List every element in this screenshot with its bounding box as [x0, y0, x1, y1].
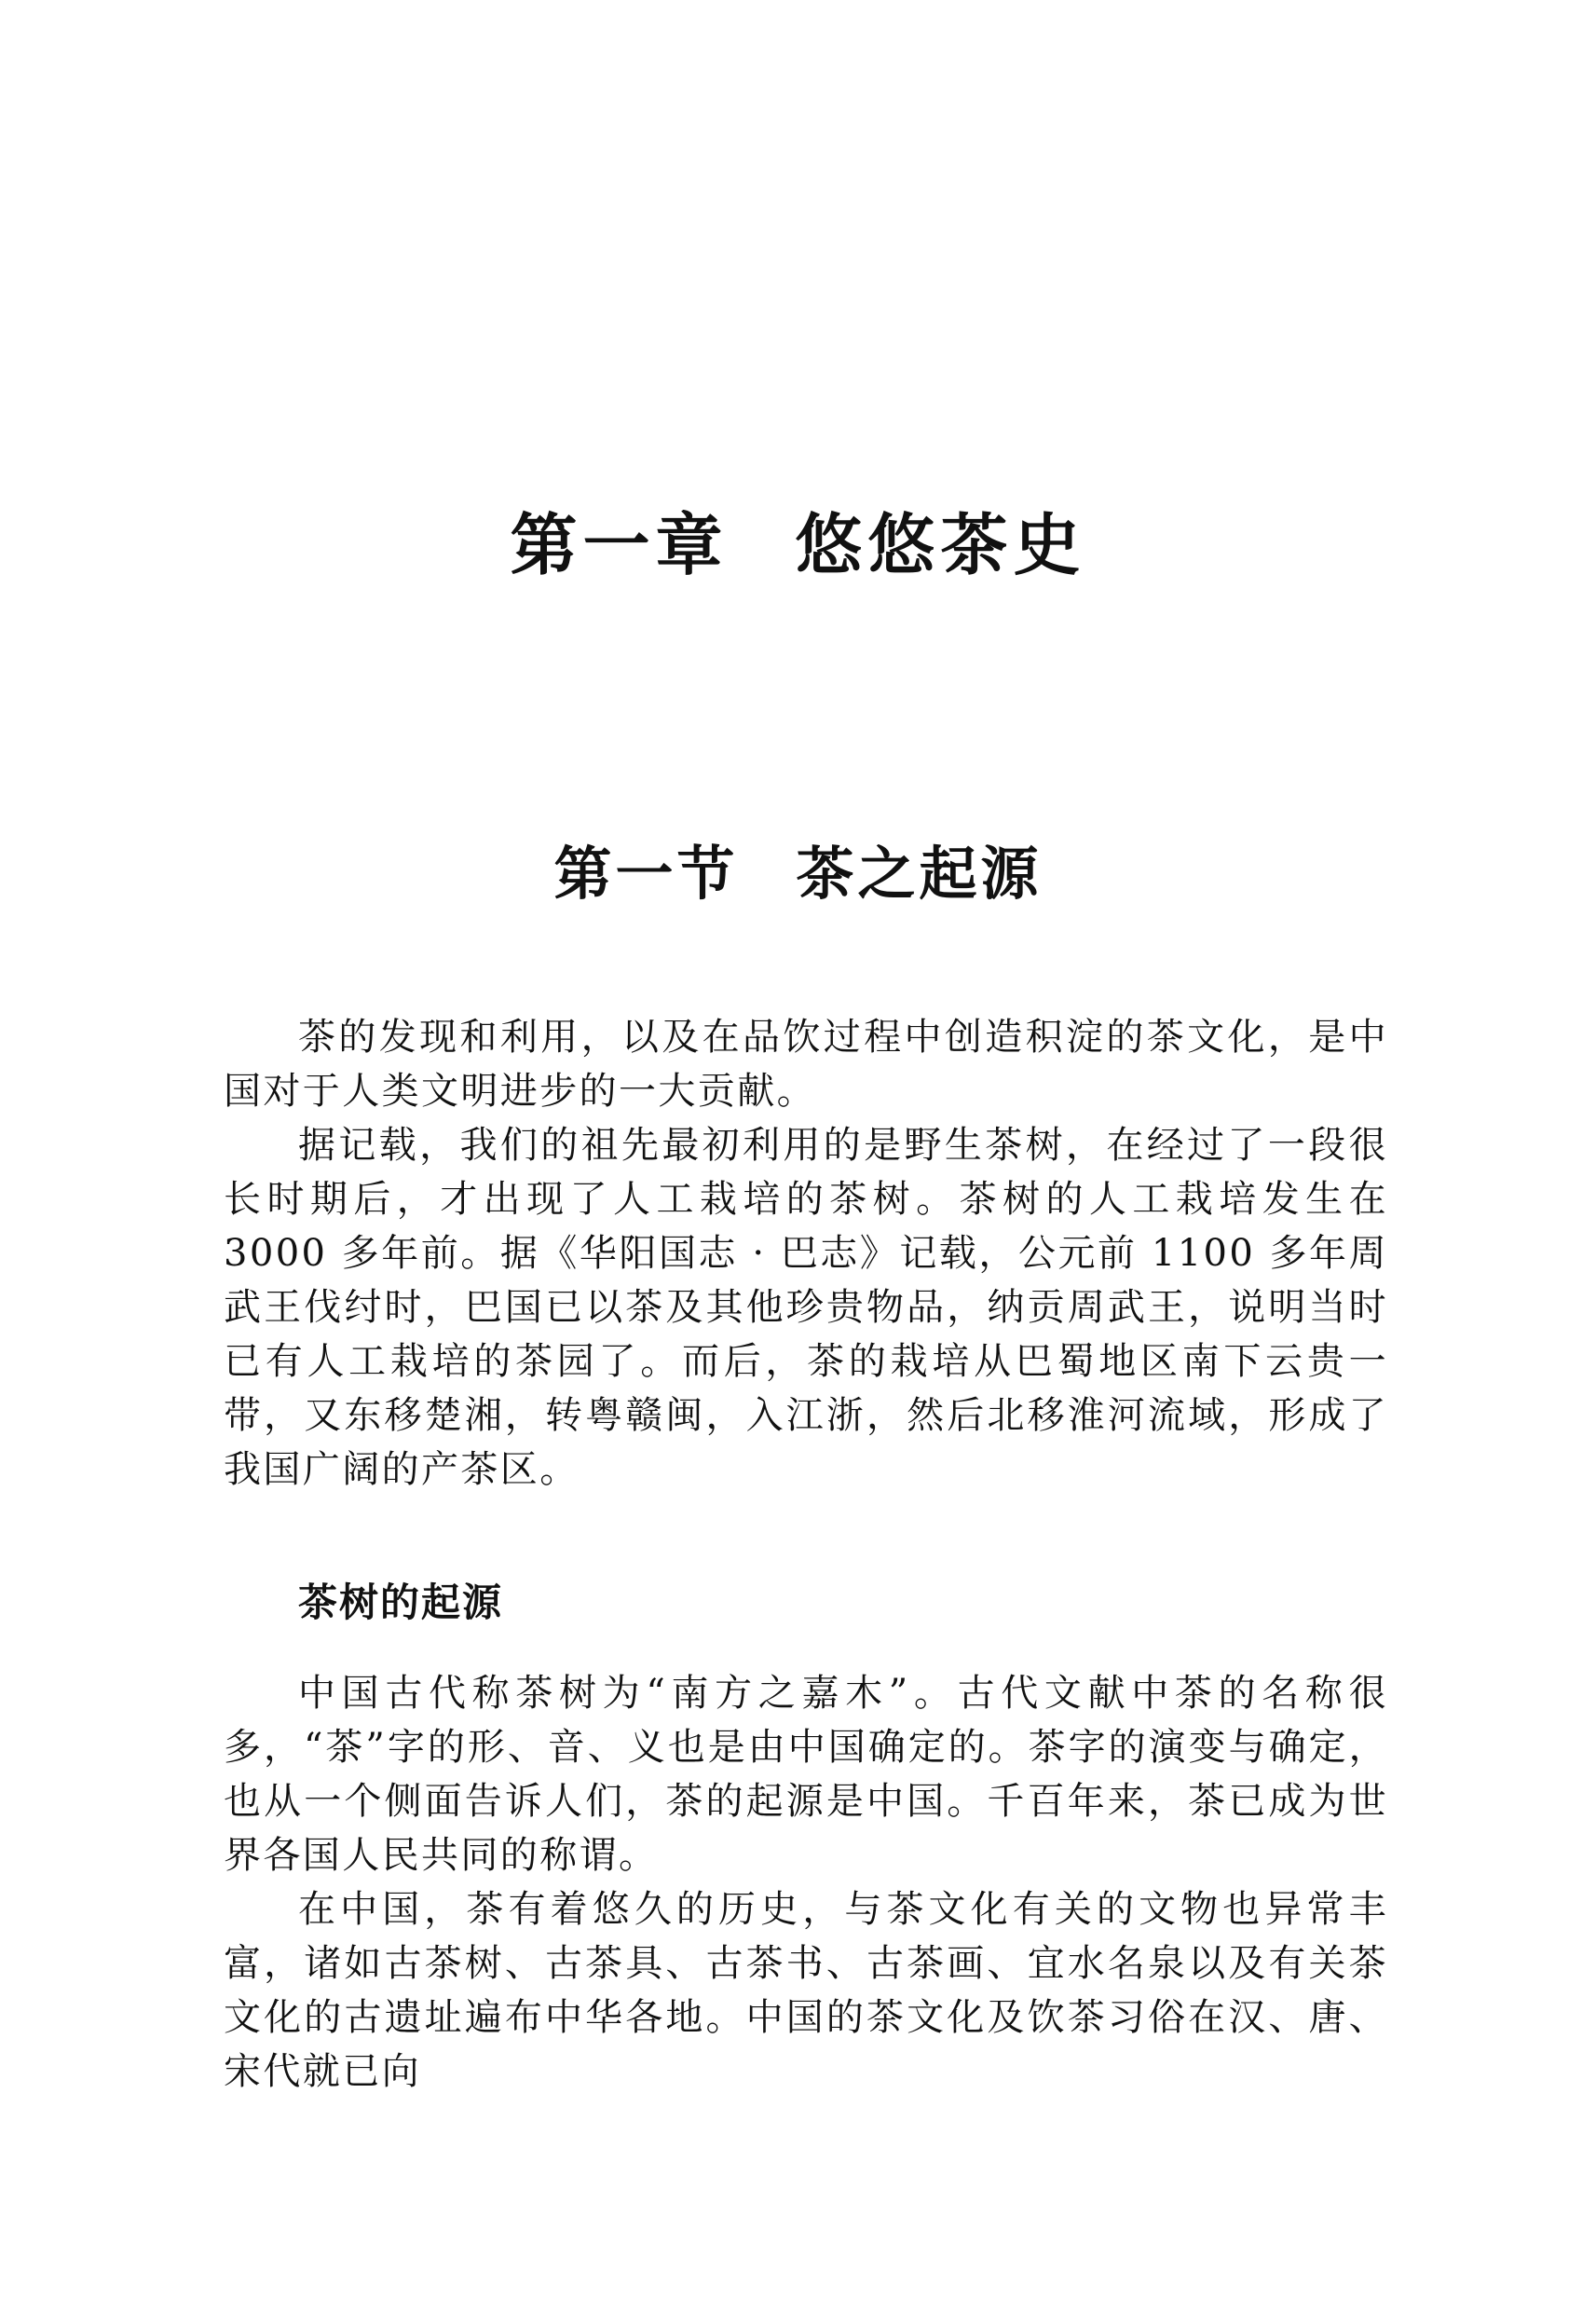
- subsection-heading: 茶树的起源: [298, 1580, 504, 1625]
- intro-text-block: [224, 1010, 1388, 1497]
- paragraph: 在中国，茶有着悠久的历史，与茶文化有关的文物也异常丰富，诸如古茶树、古茶具、古茶书、古茶画、宜水名泉以及有关茶文化的古遗址遍布中华各地。中国的茶文化及饮茶习俗在汉、唐、宋代就已向: [224, 1888, 1388, 2093]
- chapter-heading: [0, 503, 1596, 587]
- chapter-number: 第一章: [510, 505, 729, 584]
- paragraph: 中国古代称茶树为“南方之嘉木”。古代文献中茶的名称很多，“茶”字的形、音、义也是由中国确定的。茶字的演变与确定，也从一个侧面告诉人们，茶的起源是中国。千百年来，茶已成为世界各国人民共同的称谓。: [224, 1672, 1388, 1877]
- origin-text-block: [224, 1666, 1388, 2099]
- section-heading: [0, 837, 1596, 911]
- section-title: 茶之起源: [796, 840, 1043, 908]
- section-number: 第一节: [553, 840, 739, 908]
- paragraph: 据记载，我们的祖先最初利用的是野生茶树，在经过了一段很长时期后，才出现了人工栽培的茶树。茶树的人工栽培发生在 3000 多年前。据《华阳国志 · 巴志》记载，公元前 1100 多年周武王伐纣时，巴国已以茶及其他珍贵物品，纳贡周武王，说明当时已有人工栽培的茶园了。而后，茶的栽培从巴蜀地区南下云贵一带，又东移楚湘，转粤赣闽，入江浙，然后北移淮河流域，形成了我国广阔的产茶区。: [224, 1124, 1388, 1491]
- chapter-title: 悠悠茶史: [795, 505, 1086, 584]
- paragraph: 茶的发现和利用，以及在品饮过程中创造积淀的茶文化，是中国对于人类文明进步的一大贡献。: [224, 1016, 1388, 1113]
